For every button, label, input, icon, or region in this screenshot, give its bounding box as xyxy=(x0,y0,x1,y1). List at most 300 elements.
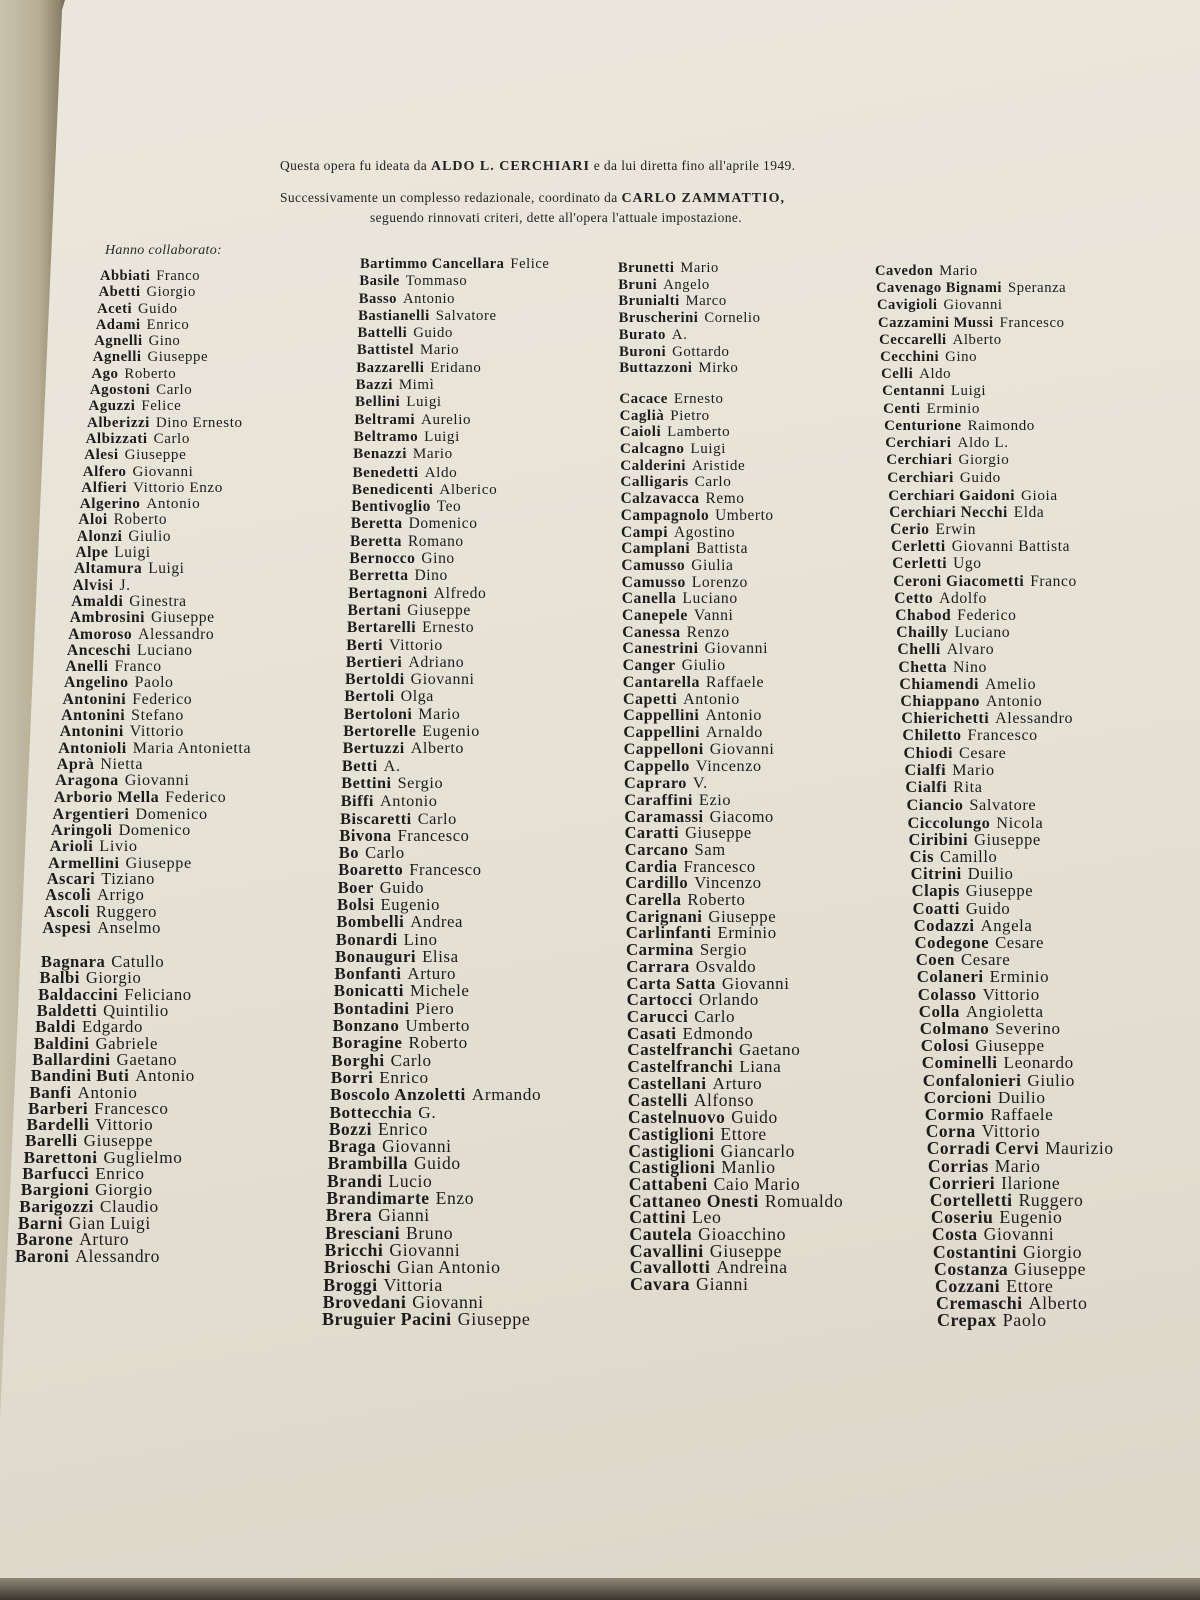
collaborator-surname: Bozzi xyxy=(328,1118,372,1139)
intro-line-1-prefix: Questa opera fu ideata da xyxy=(280,158,428,173)
collaborator-given-name: Federico xyxy=(132,690,193,708)
collaborator-surname: Barfucci xyxy=(22,1164,90,1184)
collaborator-surname: Bonicatti xyxy=(333,981,404,1001)
intro-line-2 xyxy=(280,190,785,207)
page-bottom-shadow xyxy=(0,1578,1200,1600)
collaborator-surname: Castiglioni xyxy=(628,1140,715,1161)
collaborator-given-name: Catullo xyxy=(111,952,165,972)
collaborator-surname: Brambilla xyxy=(327,1153,408,1174)
collaborator-surname: Bertarelli xyxy=(346,619,417,637)
collaborator-entry xyxy=(886,452,1113,469)
collaborator-entry xyxy=(879,332,1114,349)
collaborator-surname: Antonioli xyxy=(58,739,127,757)
collaborator-surname: Antonini xyxy=(62,690,127,708)
collaborator-surname: Bottecchia xyxy=(329,1102,413,1122)
collaborator-surname: Bartimmo Cancellara xyxy=(360,256,505,272)
collaborator-surname: Chabod xyxy=(895,607,952,625)
collaborator-given-name: Adriano xyxy=(408,653,465,671)
collaborator-surname: Basile xyxy=(359,273,400,290)
collaborator-surname: Anceschi xyxy=(66,641,132,659)
collaborator-surname: Caglià xyxy=(619,407,665,424)
collaborator-given-name: Giuseppe xyxy=(709,1240,783,1261)
collaborator-surname: Camusso xyxy=(621,556,686,574)
collaborator-surname: Ceccarelli xyxy=(879,331,947,348)
collaborator-surname: Alberizzi xyxy=(87,414,150,431)
collaborator-surname: Colosi xyxy=(920,1036,970,1056)
collaborator-given-name: Giuseppe xyxy=(150,609,215,627)
collaborator-given-name: Umberto xyxy=(405,1016,471,1036)
collaborator-given-name: Giuseppe xyxy=(974,829,1041,849)
collaborator-given-name: Arturo xyxy=(407,964,457,984)
collaborator-surname: Betti xyxy=(341,756,378,775)
collaborator-given-name: Antonio xyxy=(146,495,201,513)
collaborator-surname: Canessa xyxy=(622,623,681,641)
collaborator-surname: Costanza xyxy=(934,1258,1009,1279)
collaborator-given-name: Luigi xyxy=(406,394,442,411)
collaborator-entry xyxy=(917,968,1114,985)
collaborator-surname: Costantini xyxy=(932,1241,1017,1262)
collaborator-given-name: Erminio xyxy=(989,967,1050,987)
collaborator-given-name: Antonio xyxy=(985,693,1043,711)
collaborator-surname: Barone xyxy=(16,1229,74,1250)
collaborator-given-name: Giuseppe xyxy=(125,852,192,872)
collaborator-surname: Codegone xyxy=(914,932,990,952)
collaborator-given-name: Giuseppe xyxy=(708,906,777,926)
collaborator-surname: Cattini xyxy=(629,1207,687,1228)
collaborator-surname: Boer xyxy=(337,877,374,897)
collaborator-surname: Alonzi xyxy=(76,527,123,545)
collaborator-entry xyxy=(897,641,1113,658)
collaborator-given-name: Vittorio Enzo xyxy=(132,478,223,496)
collaborator-surname: Basso xyxy=(358,290,397,307)
collaborator-surname: Angelino xyxy=(64,674,129,692)
collaborator-surname: Cecchini xyxy=(880,349,940,366)
collaborator-given-name: Giovanni xyxy=(410,671,475,689)
collaborator-surname: Beretta xyxy=(350,532,402,550)
collaborator-entry xyxy=(896,624,1113,641)
collaborator-surname: Caratti xyxy=(624,823,680,843)
collaborator-surname: Boscolo Anzoletti xyxy=(330,1085,466,1105)
collaborator-entry xyxy=(906,779,1114,796)
collaborator-given-name: Romualdo xyxy=(764,1190,844,1211)
collaborator-surname: Agnelli xyxy=(94,333,143,350)
collaborator-surname: Brovedani xyxy=(322,1291,407,1312)
collaborator-surname: Corna xyxy=(925,1121,976,1142)
collaborator-entry xyxy=(921,1037,1114,1054)
collaborator-surname: Cantarella xyxy=(622,673,700,691)
collaborator-given-name: Aristide xyxy=(691,457,746,474)
collaborator-given-name: Nicola xyxy=(996,812,1044,832)
collaborator-surname: Cavallini xyxy=(629,1240,704,1261)
collaborator-surname: Cazzamini Mussi xyxy=(878,314,994,331)
collaborator-entry xyxy=(894,590,1113,607)
collaborator-given-name: Gino xyxy=(945,349,978,366)
collaborator-surname: Caramassi xyxy=(624,806,704,826)
collaborator-entry xyxy=(901,710,1113,727)
collaborator-surname: Biscaretti xyxy=(340,808,412,828)
collaborator-surname: Capetti xyxy=(623,690,678,708)
collaborator-surname: Carucci xyxy=(626,1006,689,1026)
collaborator-given-name: Tommaso xyxy=(405,273,468,290)
collaborator-given-name: Guido xyxy=(379,877,425,897)
collaborator-surname: Bruni xyxy=(618,276,658,293)
collaborator-surname: Cis xyxy=(909,846,935,866)
collaborator-entry xyxy=(899,676,1113,693)
collaborator-surname: Costa xyxy=(931,1224,978,1245)
collaborator-given-name: Vanni xyxy=(693,607,734,625)
collaborator-given-name: Giuseppe xyxy=(124,447,187,464)
collaborator-surname: Bivona xyxy=(339,825,392,845)
collaborator-entry xyxy=(911,865,1114,882)
collaborator-surname: Centanni xyxy=(882,383,945,400)
collaborator-surname: Barigozzi xyxy=(19,1196,94,1216)
collaborator-given-name: Giuseppe xyxy=(685,823,752,843)
collaborator-surname: Bastianelli xyxy=(358,307,430,324)
collaborator-given-name: Ilarione xyxy=(1001,1172,1061,1193)
collaborator-given-name: Gaetano xyxy=(116,1049,177,1069)
collaborator-given-name: Gianni xyxy=(696,1274,749,1295)
collaborator-given-name: Alberto xyxy=(410,740,465,758)
collaborator-surname: Cominelli xyxy=(921,1053,998,1073)
collaborator-given-name: Lorenzo xyxy=(691,573,748,591)
collaborator-surname: Carlinfanti xyxy=(625,923,712,943)
collaborator-given-name: Duilio xyxy=(967,864,1014,884)
collaborator-given-name: Carlo xyxy=(694,473,732,491)
collaborator-surname: Codazzi xyxy=(913,915,975,935)
intro-line-3: seguendo rinnovati criteri, dette all'opera l'attuale impostazione. xyxy=(370,210,743,225)
collaborator-surname: Coseriu xyxy=(930,1207,994,1228)
collaborator-given-name: Roberto xyxy=(687,890,746,910)
collaborator-given-name: Angelo xyxy=(663,276,710,293)
collaborator-entry xyxy=(889,504,1113,521)
collaborator-given-name: Enzo xyxy=(435,1188,475,1209)
collaborator-entry xyxy=(882,383,1114,400)
collaborator-given-name: Tiziano xyxy=(101,868,155,888)
collaborator-surname: Aragona xyxy=(55,772,119,790)
collaborator-surname: Baroni xyxy=(15,1245,70,1266)
collaborator-given-name: Aldo L. xyxy=(957,435,1009,452)
collaborator-surname: Barni xyxy=(17,1212,63,1233)
collaborator-given-name: Speranza xyxy=(1007,280,1067,297)
collaborator-given-name: Giacomo xyxy=(709,806,774,826)
collaborator-given-name: Liana xyxy=(739,1057,782,1077)
collaborator-surname: Carignani xyxy=(625,906,703,926)
collaborator-surname: Colasso xyxy=(917,984,977,1004)
collaborator-given-name: Giovanni xyxy=(132,463,194,480)
collaborator-given-name: Antonio xyxy=(683,690,740,708)
collaborator-surname: Cacace xyxy=(619,390,668,407)
collaborator-surname: Aloi xyxy=(78,511,108,529)
collaborator-surname: Chelli xyxy=(897,641,941,659)
intro-line-1 xyxy=(280,158,795,175)
collaborator-given-name: Feliciano xyxy=(124,984,192,1004)
collaborator-given-name: Carlo xyxy=(156,382,193,399)
collaborator-surname: Castiglioni xyxy=(628,1123,715,1144)
collaborator-given-name: Erwin xyxy=(935,521,977,539)
collaborator-given-name: Caio Mario xyxy=(713,1173,801,1194)
collaborator-given-name: Vittorio xyxy=(129,723,184,741)
collaborator-entry xyxy=(922,1054,1114,1071)
collaborator-given-name: Quintilio xyxy=(103,1001,169,1021)
collaborator-given-name: Michele xyxy=(409,981,470,1001)
collaborator-surname: Corradi Cervi xyxy=(926,1138,1040,1159)
collaborator-given-name: Franco xyxy=(156,268,201,284)
collaborator-surname: Beltrami xyxy=(354,411,416,428)
collaborator-surname: Cappello xyxy=(623,757,690,776)
collaborator-given-name: Giovanni xyxy=(412,1291,484,1312)
collaborator-given-name: Mimì xyxy=(398,377,435,394)
collaborator-given-name: Teo xyxy=(436,498,462,516)
collaborator-surname: Arborio Mella xyxy=(53,788,160,806)
collaborator-surname: Calderini xyxy=(620,457,686,474)
collaborator-given-name: Carlo xyxy=(390,1050,432,1070)
collaborator-surname: Bellini xyxy=(355,394,401,411)
collaborator-surname: Carella xyxy=(625,890,682,910)
collaborator-given-name: Gioia xyxy=(1020,486,1058,504)
collaborator-surname: Brunialti xyxy=(618,293,680,310)
collaborator-surname: Battistel xyxy=(356,342,414,359)
collaborator-surname: Cerchiari Necchi xyxy=(889,503,1008,521)
collaborator-given-name: Guido xyxy=(965,898,1011,918)
collaborator-given-name: Giuseppe xyxy=(83,1131,154,1151)
collaborator-surname: Camusso xyxy=(621,573,686,591)
collaborator-surname: Cozzani xyxy=(935,1275,1001,1296)
collaborator-given-name: Enrico xyxy=(146,316,190,333)
collaborator-given-name: Dino Ernesto xyxy=(155,414,243,431)
collaborator-entry xyxy=(905,762,1114,779)
collaborator-given-name: Giuseppe xyxy=(147,349,209,366)
collaborator-given-name: A. xyxy=(671,326,688,343)
collaborator-surname: Cattaneo Onesti xyxy=(629,1190,759,1211)
collaborator-given-name: Elda xyxy=(1013,503,1045,521)
collaborator-surname: Castelli xyxy=(627,1090,688,1111)
collaborator-given-name: Vittorio xyxy=(981,1121,1041,1142)
collaborator-surname: Corrias xyxy=(927,1155,989,1176)
collaborator-given-name: Giuseppe xyxy=(1014,1258,1087,1279)
collaborator-surname: Chailly xyxy=(896,624,949,642)
collaborator-surname: Altamura xyxy=(74,560,143,578)
collaborator-given-name: Giuseppe xyxy=(407,601,471,619)
collaborator-surname: Cavenago Bignami xyxy=(876,280,1002,297)
collaborator-surname: Bonfanti xyxy=(334,964,402,984)
collaborator-given-name: Lino xyxy=(403,929,438,949)
collaborator-given-name: Giorgio xyxy=(958,452,1010,469)
collaborator-given-name: J. xyxy=(119,576,131,594)
collaborator-given-name: Bruno xyxy=(406,1222,454,1243)
collaborator-surname: Chiamendi xyxy=(899,675,979,693)
collaborator-surname: Caraffini xyxy=(624,789,693,809)
collaborator-surname: Berti xyxy=(346,636,384,654)
collaborator-surname: Corrieri xyxy=(928,1172,996,1193)
collaborator-surname: Bettini xyxy=(341,773,392,792)
collaborator-given-name: Ernesto xyxy=(673,390,724,407)
collaborator-surname: Canger xyxy=(622,657,676,675)
collaborator-given-name: Giulio xyxy=(128,527,172,545)
collaborator-given-name: Carlo xyxy=(417,808,457,828)
collaborator-surname: Calligaris xyxy=(620,473,689,491)
collaborator-given-name: Ettore xyxy=(1006,1275,1054,1296)
collaborator-entry xyxy=(907,796,1114,813)
collaborator-given-name: Alberto xyxy=(1028,1293,1088,1314)
collaborator-given-name: Battista xyxy=(696,540,749,558)
collaborator-given-name: Alberico xyxy=(439,480,498,498)
collaborator-entry xyxy=(913,900,1114,917)
collaborator-given-name: Mario xyxy=(994,1155,1041,1176)
collaborator-surname: Alfero xyxy=(82,463,127,480)
collaborator-given-name: Carlo xyxy=(153,430,190,447)
collaborator-surname: Colaneri xyxy=(916,967,984,987)
collaborator-given-name: Andrea xyxy=(410,912,463,932)
collaborator-given-name: Marco xyxy=(685,293,727,310)
collaborator-given-name: Gottardo xyxy=(672,343,730,360)
collaborator-given-name: Giovanni xyxy=(389,1239,461,1260)
collaborator-given-name: Arturo xyxy=(712,1073,763,1093)
collaborator-given-name: Giorgio xyxy=(85,968,142,988)
collaborator-surname: Alfieri xyxy=(81,478,127,496)
collaborator-surname: Chiletto xyxy=(902,727,962,745)
collaborator-surname: Baldetti xyxy=(36,1001,98,1021)
collaborator-surname: Ciccolungo xyxy=(907,812,991,832)
collaborator-given-name: Duilio xyxy=(997,1087,1046,1107)
collaborator-surname: Ago xyxy=(91,365,119,382)
collaborator-surname: Aspesi xyxy=(42,917,92,937)
collaborator-entry xyxy=(937,1312,1114,1329)
collaborator-given-name: Giovanni xyxy=(382,1136,452,1157)
collaborator-entry xyxy=(920,1020,1114,1037)
collaborator-surname: Chierichetti xyxy=(901,710,990,728)
collaborator-given-name: Orlando xyxy=(698,990,759,1010)
collaborator-given-name: Lucio xyxy=(388,1170,433,1191)
collaborator-surname: Ascoli xyxy=(45,885,92,905)
collaborator-given-name: Carlo xyxy=(365,843,405,863)
collaborator-surname: Ascoli xyxy=(43,901,90,921)
collaborator-surname: Cerio xyxy=(890,521,930,539)
collaborator-surname: Algerino xyxy=(79,495,141,513)
collaborator-given-name: Renzo xyxy=(686,623,730,641)
collaborator-surname: Chiodi xyxy=(903,744,954,762)
collaborator-given-name: Giovanni xyxy=(943,297,1003,314)
collaborator-surname: Cartocci xyxy=(626,990,693,1010)
collaborator-surname: Buttazzoni xyxy=(619,360,693,377)
collaborator-given-name: Edmondo xyxy=(682,1023,754,1043)
collaborator-given-name: Guido xyxy=(731,1107,778,1128)
collaborator-surname: Bazzi xyxy=(355,377,393,394)
collaborator-surname: Braga xyxy=(328,1136,377,1157)
collaborator-given-name: Guido xyxy=(413,325,453,342)
collaborator-surname: Beltramo xyxy=(353,428,419,445)
intro-line-1-suffix: e da lui diretta fino all'aprile 1949. xyxy=(593,158,796,173)
collaborator-given-name: Aldo xyxy=(919,366,952,383)
collaborator-surname: Bresciani xyxy=(325,1222,401,1243)
collaborator-surname: Crepax xyxy=(937,1310,997,1331)
collaborator-surname: Celli xyxy=(881,366,914,383)
collaborator-surname: Baldi xyxy=(35,1017,76,1037)
collaborator-surname: Cerletti xyxy=(892,555,948,573)
collaborator-surname: Cormio xyxy=(924,1104,985,1124)
collaborator-surname: Campi xyxy=(621,523,668,541)
collaborator-surname: Calcagno xyxy=(620,441,685,458)
collaborator-surname: Calzavacca xyxy=(620,490,700,508)
coordinator-name: CARLO ZAMMATTIO, xyxy=(621,191,785,206)
collaborator-surname: Abetti xyxy=(98,284,141,301)
collaborator-given-name: Romano xyxy=(407,532,464,550)
collaborator-entry xyxy=(881,366,1114,383)
collaborator-surname: Brandi xyxy=(327,1170,383,1191)
collaborator-given-name: Domenico xyxy=(135,804,208,823)
collaborator-given-name: Mario xyxy=(418,705,461,723)
collaborator-surname: Brioschi xyxy=(323,1257,392,1278)
collaborator-surname: Castellani xyxy=(627,1073,707,1093)
collaborator-surname: Banfi xyxy=(29,1082,72,1102)
collaborator-given-name: Arnaldo xyxy=(705,723,763,741)
collaborator-surname: Centurione xyxy=(884,417,962,434)
collaborator-given-name: Ezio xyxy=(698,789,732,809)
collaborator-given-name: Rita xyxy=(953,778,983,797)
collaborator-given-name: Antonio xyxy=(77,1082,138,1102)
collaborator-surname: Bonardi xyxy=(335,929,398,949)
collaborator-given-name: Mario xyxy=(680,260,719,276)
collaborator-surname: Cardillo xyxy=(625,873,689,893)
collaborator-surname: Boragine xyxy=(332,1033,403,1053)
collaborator-given-name: Aldo xyxy=(424,463,458,481)
collaborator-surname: Bruguier Pacini xyxy=(322,1309,452,1330)
collaborator-surname: Barelli xyxy=(25,1131,78,1151)
collaborator-given-name: Giovanni xyxy=(704,640,769,658)
collaborator-given-name: Lamberto xyxy=(667,424,731,441)
collaborator-given-name: A. xyxy=(383,756,401,775)
collaborator-given-name: Eugenio xyxy=(999,1207,1063,1228)
collaborator-surname: Alvisi xyxy=(72,576,114,594)
collaborator-surname: Amaldi xyxy=(71,592,124,610)
collaborator-entry xyxy=(902,727,1113,744)
collaborator-surname: Ascari xyxy=(46,868,96,888)
collaborator-given-name: Gaetano xyxy=(738,1040,801,1060)
collaborator-given-name: Guido xyxy=(413,1153,461,1174)
collaborator-given-name: Vincenzo xyxy=(694,873,762,893)
collaborator-surname: Cavedon xyxy=(875,263,934,279)
collaborator-given-name: Guido xyxy=(959,469,1001,487)
collaborator-surname: Canella xyxy=(621,590,677,608)
collaborator-surname: Bernocco xyxy=(349,550,416,568)
collaborator-entry xyxy=(890,521,1113,538)
collaborator-given-name: Gian Antonio xyxy=(397,1257,501,1278)
collaborator-given-name: Umberto xyxy=(715,506,774,524)
collaborator-given-name: Giuseppe xyxy=(975,1036,1045,1056)
collaborator-given-name: Camillo xyxy=(940,846,998,866)
collaborator-given-name: Cesare xyxy=(995,932,1045,952)
collaborator-given-name: Alfonso xyxy=(693,1090,755,1111)
collaborator-given-name: Paolo xyxy=(134,674,174,692)
collaborator-surname: Cautela xyxy=(629,1224,693,1245)
collaborator-entry xyxy=(900,693,1113,710)
collaborator-surname: Argentieri xyxy=(52,804,130,823)
collaborator-given-name: Giancarlo xyxy=(720,1140,796,1161)
collaborator-surname: Broggi xyxy=(323,1274,378,1295)
collaborator-surname: Bontadini xyxy=(333,998,410,1018)
collaborator-given-name: Luigi xyxy=(950,383,987,400)
collaborator-given-name: Pietro xyxy=(670,407,710,424)
collaborator-surname: Boaretto xyxy=(338,860,404,880)
collaborator-entry xyxy=(877,297,1114,314)
collaborator-given-name: Franco xyxy=(1030,572,1077,590)
collaborator-surname: Cerletti xyxy=(891,538,946,556)
collaborator-given-name: Nietta xyxy=(100,755,144,773)
collaborator-surname: Cortelletti xyxy=(929,1189,1013,1210)
collaborator-surname: Agnelli xyxy=(92,349,142,366)
collaborator-given-name: Federico xyxy=(165,788,227,806)
collaborator-given-name: Piero xyxy=(415,998,455,1018)
collaborator-given-name: Antonio xyxy=(379,791,438,811)
